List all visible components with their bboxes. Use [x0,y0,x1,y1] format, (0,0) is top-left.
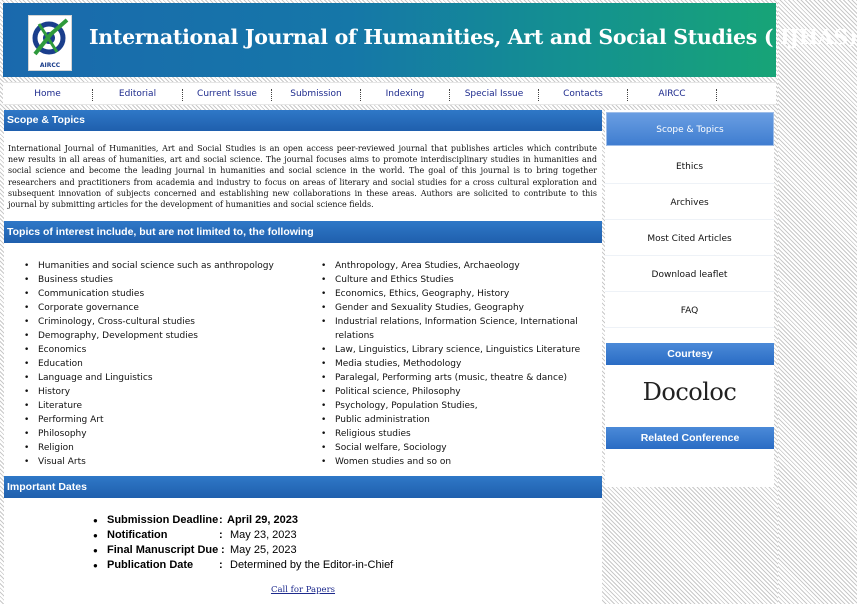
bullet-icon: ● [93,546,98,555]
list-item: • Women studies and so on [319,455,589,469]
logo-label: AIRCC [39,62,61,69]
date-value: May 23, 2023 [230,529,297,541]
topics-list-left [22,259,317,469]
nav-contacts[interactable]: Contacts [563,89,603,99]
site-title: International Journal of Humanities, Art and Social Studies ( IJHAS) [89,25,857,49]
sidebar [605,110,774,487]
list-item: • Anthropology, Area Studies, Archaeology [319,259,589,273]
journal-logo[interactable] [28,15,72,71]
list-item: • Economics [22,343,317,357]
list-item: • Education [22,357,317,371]
list-item: • Business studies [22,273,317,287]
list-item: • Corporate governance [22,301,317,315]
sidebar-item-archives[interactable]: Archives [605,186,774,220]
intro-paragraph: International Journal of Humanities, Art and Social Studies is an open access peer-reviewed journal that publishes articles which contribute new results in all areas of humanities, art and social science. The journal focuses aims to promote interdisciplinary studies in humanities and social science and become the leading journal in humanities and social science in the world. The goal of this journal is to bring together researchers and practitioners from academia and industry to focus on areas of literary and social studies for a cross cultural exploration and subsequent innovation of subjects concerned and establishing new collaborations in these areas. Authors are solicited to contribute to this journal by submitting articles for the development of humanities and social science fields. [8,144,597,210]
bullet-icon: ● [93,531,98,540]
date-label: Submission Deadline [107,514,219,526]
date-label: Notification [107,529,168,541]
nav-home[interactable]: Home [34,89,61,99]
nav-indexing[interactable]: Indexing [385,89,425,99]
date-value: April 29, 2023 [227,514,298,526]
date-label: Final Manuscript Due [107,544,219,556]
sidebar-item-scope-topics[interactable]: Scope & Topics [606,112,774,146]
list-item: • Gender and Sexuality Studies, Geography [319,301,589,315]
bullet-icon: ● [93,516,98,525]
list-item: • Political science, Philosophy [319,385,589,399]
main-nav [3,82,776,105]
list-item: • Social welfare, Sociology [319,441,589,455]
list-item: • Philosophy [22,427,317,441]
aircc-logo-icon [29,16,73,62]
list-item: • Law, Linguistics, Library science, Linguistics Literature [319,343,589,357]
nav-submission[interactable]: Submission [290,89,342,99]
docoloc-logo[interactable]: Docoloc [642,378,737,406]
sidebar-item-download-leaflet[interactable]: Download leaflet [605,258,774,292]
nav-special-issue[interactable]: Special Issue [464,89,524,99]
related-conference-heading[interactable]: Related Conference [606,427,774,449]
scope-heading: Scope & Topics [4,110,602,131]
list-item: • Industrial relations, Information Science, International relations [319,315,589,343]
main-content [4,110,602,604]
list-item: • Culture and Ethics Studies [319,273,589,287]
nav-editorial[interactable]: Editorial [118,89,157,99]
list-item: • Communication studies [22,287,317,301]
list-item: • Visual Arts [22,455,317,469]
list-item: • Religious studies [319,427,589,441]
topics-list-right [319,259,589,469]
sidebar-item-most-cited[interactable]: Most Cited Articles [605,222,774,256]
site-header [3,3,857,77]
date-label: Publication Date [107,559,194,571]
topics-heading: Topics of interest include, but are not limited to, the following [4,221,602,243]
courtesy-heading: Courtesy [606,343,774,365]
call-for-papers-link[interactable]: Call for Papers [270,585,336,595]
date-value: May 25, 2023 [230,544,297,556]
list-item: • Criminology, Cross-cultural studies [22,315,317,329]
date-colon: : [219,514,223,526]
nav-separator [716,89,717,101]
list-item: • Performing Art [22,413,317,427]
list-item: • Humanities and social science such as anthropology [22,259,317,273]
list-item: • Religion [22,441,317,455]
list-item: • Literature [22,399,317,413]
date-colon: : [221,544,225,556]
list-item: • Psychology, Population Studies, [319,399,589,413]
list-item: • Public administration [319,413,589,427]
list-item: • Media studies, Methodology [319,357,589,371]
nav-current-issue[interactable]: Current Issue [197,89,257,99]
sidebar-item-ethics[interactable]: Ethics [605,150,774,184]
dates-heading: Important Dates [4,476,602,498]
date-value: Determined by the Editor-in-Chief [230,559,394,571]
date-colon: : [219,559,223,571]
nav-aircc[interactable]: AIRCC [658,89,686,99]
list-item: • Language and Linguistics [22,371,317,385]
sidebar-item-faq[interactable]: FAQ [605,294,774,328]
date-colon: : [219,529,223,541]
bullet-icon: ● [93,561,98,570]
list-item: • Demography, Development studies [22,329,317,343]
list-item: • History [22,385,317,399]
list-item: • Paralegal, Performing arts (music, theatre & dance) [319,371,589,385]
list-item: • Economics, Ethics, Geography, History [319,287,589,301]
